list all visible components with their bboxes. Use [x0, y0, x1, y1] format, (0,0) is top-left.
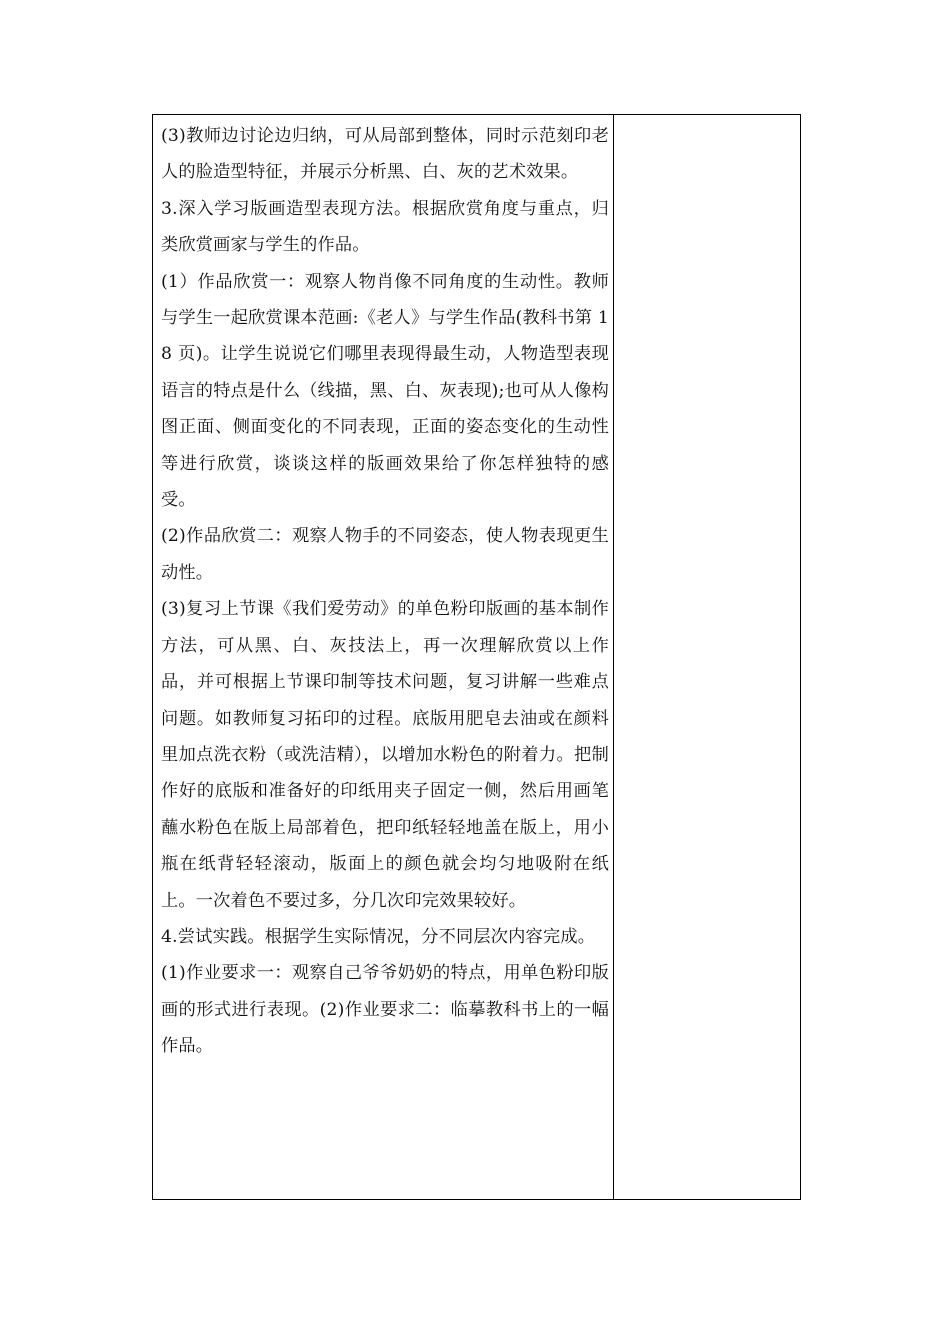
paragraph-appreciation-one: (1）作品欣赏一：观察人物肖像不同角度的生动性。教师与学生一起欣赏课本范画:《老人》与学生作品(教科书第 18 页)。让学生说说它们哪里表现得最生动，人物造型表现语言的特点是什么（线描，黑、白、灰表现);也可从人像构图正面、侧面变化的不同表现，正面的姿态变化的生动性等进行欣赏，谈谈这样的版画效果给了你怎样独特的感受。 [161, 271, 609, 511]
teaching-process-cell [153, 115, 614, 1199]
paragraph-practice: 4.尝试实践。根据学生实际情况，分不同层次内容完成。 [161, 926, 596, 947]
paragraph-appreciation-two: (2)作品欣赏二：观察人物手的不同姿态，使人物表现更生动性。 [161, 526, 609, 583]
paragraph-study-methods: 3.深入学习版画造型表现方法。根据欣赏角度与重点，归类欣赏画家与学生的作品。 [161, 198, 609, 256]
paragraph-review-printing: (3)复习上节课《我们爱劳动》的单色粉印版画的基本制作方法，可从黑、白、灰技法上，再一次理解欣赏以上作品，并可根据上节课印制等技术问题，复习讲解一些难点问题。如教师复习拓印的过程。底版用肥皂去油或在颜料里加点洗衣粉（或洗洁精），以增加水粉色的附着力。把制作好的底版和准备好的印纸用夹子固定一侧，然后用画笔蘸水粉色在版上局部着色，把印纸轻轻地盖在版上，用小瓶在纸背轻轻滚动，版面上的颜色就会均匀地吸附在纸上。一次着色不要过多，分几次印完效果较好。 [161, 599, 609, 911]
paragraph-teacher-demo: (3)教师边讨论边归纳，可从局部到整体，同时示范刻印老人的脸造型特征，并展示分析黑、白、灰的艺术效果。 [161, 126, 609, 183]
notes-cell [614, 115, 800, 1199]
lesson-plan-table [152, 114, 801, 1200]
paragraph-homework: (1)作业要求一：观察自己爷爷奶奶的特点，用单色粉印版画的形式进行表现。(2)作业要求二：临摹教科书上的一幅作品。 [161, 963, 609, 1057]
